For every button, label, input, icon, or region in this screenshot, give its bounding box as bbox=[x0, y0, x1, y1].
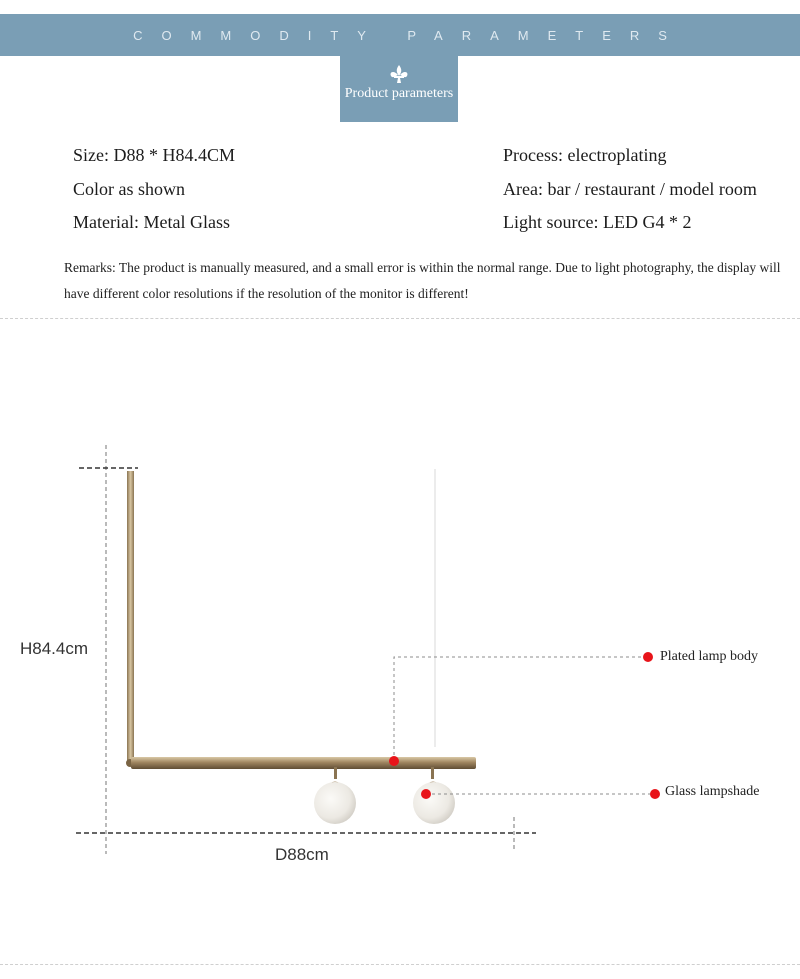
marker-lampshade bbox=[421, 789, 431, 799]
param-light-source: Light source: LED G4 * 2 bbox=[503, 212, 692, 232]
marker-lamp-body-end bbox=[643, 652, 653, 662]
lampshade-label: Glass lampshade bbox=[665, 784, 760, 799]
dimension-panel bbox=[0, 318, 800, 965]
callout-lamp-body bbox=[389, 652, 653, 766]
banner-title: COMMODITY PARAMETERS bbox=[133, 27, 686, 43]
vertical-rod bbox=[127, 471, 134, 763]
holder-stem-right bbox=[431, 767, 434, 779]
callout-lampshade bbox=[421, 789, 660, 799]
horizontal-rod bbox=[131, 757, 476, 769]
glass-globe-right bbox=[413, 782, 455, 824]
param-material: Material: Metal Glass bbox=[73, 212, 230, 232]
fleur-de-lis-icon bbox=[388, 64, 410, 84]
height-label: H84.4cm bbox=[20, 639, 89, 658]
marker-lamp-body bbox=[389, 756, 399, 766]
param-size: Size: D88 * H84.4CM bbox=[73, 145, 235, 165]
lamp-body-label: Plated lamp body bbox=[660, 649, 758, 664]
remarks-text: Remarks: The product is manually measured, and a small error is within the normal range. Due to light photography, the display will have different color resolutions if the resolution of the monitor is different! bbox=[64, 260, 781, 301]
holder-stem-left bbox=[334, 767, 337, 779]
param-process: Process: electroplating bbox=[503, 145, 667, 165]
glass-globe-left bbox=[314, 782, 356, 824]
width-label: D88cm bbox=[275, 845, 329, 864]
param-color: Color as shown bbox=[73, 179, 185, 199]
tab-label: Product parameters bbox=[344, 86, 454, 101]
marker-lampshade-end bbox=[650, 789, 660, 799]
product-parameters-tab bbox=[340, 56, 458, 122]
lamp-diagram bbox=[0, 319, 800, 964]
section-banner bbox=[0, 14, 800, 56]
param-area: Area: bar / restaurant / model room bbox=[503, 179, 757, 199]
